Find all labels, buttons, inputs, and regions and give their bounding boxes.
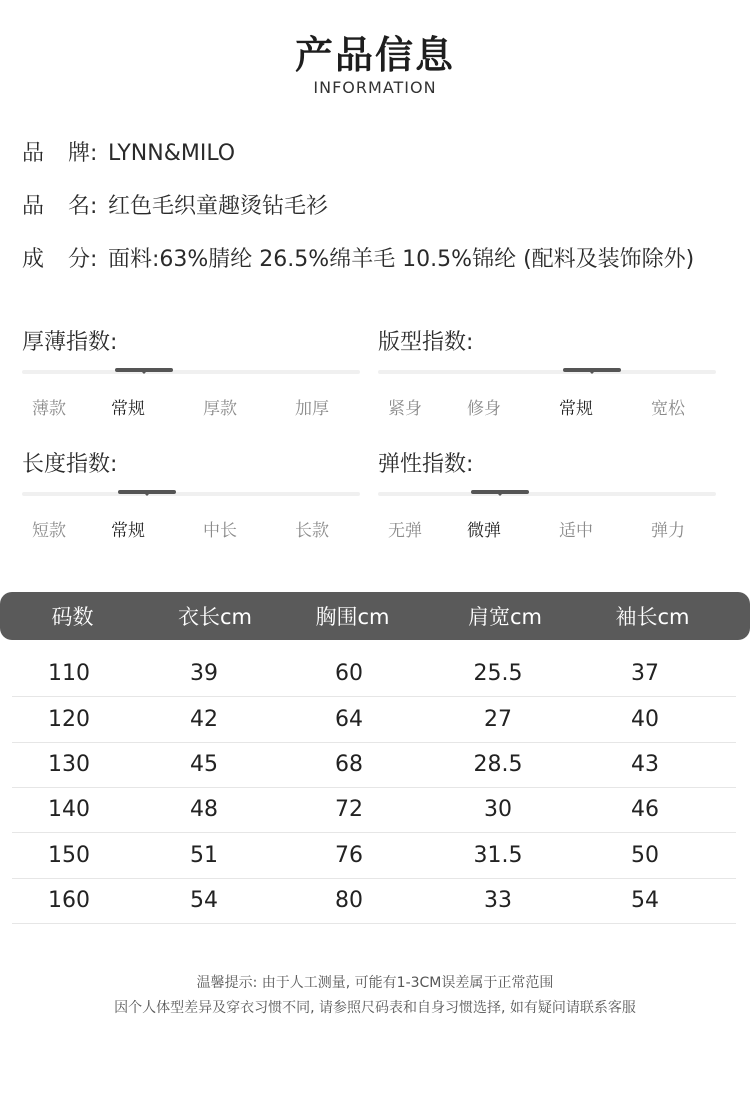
column-header: 袖长cm — [615, 605, 690, 629]
tip-note-line-1: 温馨提示: 由于人工测量, 可能有1-3CM误差属于正常范围 — [196, 975, 554, 991]
table-cell: 28.5 — [473, 752, 523, 777]
info-row-name — [22, 189, 328, 220]
table-cell: 45 — [190, 752, 218, 777]
info-value-name: 红色毛织童趣烫钻毛衫 — [108, 194, 329, 219]
tip-note-line-2: 因个人体型差异及穿衣习惯不同, 请参照尺码表和自身习惯选择, 如有疑问请联系客服 — [114, 1000, 636, 1016]
index-length — [22, 450, 360, 541]
index-option-selected: 常规 — [559, 399, 593, 419]
table-cell: 25.5 — [473, 661, 523, 686]
index-title: 版型指数: — [378, 330, 474, 355]
table-cell: 68 — [335, 752, 363, 777]
index-option: 无弹 — [388, 521, 422, 541]
table-cell: 51 — [190, 843, 218, 868]
table-row — [12, 787, 736, 833]
table-cell: 37 — [631, 661, 659, 686]
index-marker — [471, 490, 529, 494]
table-row — [12, 651, 736, 697]
table-cell: 33 — [484, 888, 512, 913]
index-option: 中长 — [203, 521, 237, 541]
table-cell: 130 — [48, 752, 90, 777]
index-option: 加厚 — [295, 399, 329, 419]
size-table-header — [0, 592, 750, 640]
index-thickness — [22, 328, 360, 419]
table-cell: 120 — [48, 707, 90, 732]
info-key-char: 牌: — [68, 141, 98, 166]
table-cell: 43 — [631, 752, 659, 777]
table-cell: 64 — [335, 707, 363, 732]
table-cell: 31.5 — [473, 843, 523, 868]
table-cell: 72 — [335, 797, 363, 822]
column-header: 码数 — [51, 605, 94, 629]
index-option: 长款 — [295, 521, 329, 541]
info-key-char: 分: — [68, 247, 98, 272]
column-header: 衣长cm — [177, 605, 252, 629]
table-cell: 30 — [484, 797, 512, 822]
table-cell: 60 — [335, 661, 363, 686]
table-cell: 150 — [48, 843, 90, 868]
table-cell: 54 — [631, 888, 659, 913]
table-row — [12, 833, 736, 879]
table-row — [12, 697, 736, 743]
table-cell: 76 — [335, 843, 363, 868]
index-option-selected: 常规 — [111, 521, 145, 541]
index-track — [22, 492, 360, 496]
table-row — [12, 742, 736, 788]
index-title: 厚薄指数: — [22, 330, 118, 355]
index-option: 薄款 — [32, 399, 66, 419]
info-row-brand — [22, 136, 235, 167]
table-cell: 48 — [190, 797, 218, 822]
info-value-brand: LYNN&MILO — [108, 141, 236, 166]
index-track — [378, 370, 716, 374]
index-option: 短款 — [32, 521, 66, 541]
column-header: 肩宽cm — [467, 605, 542, 629]
index-option-selected: 常规 — [111, 399, 145, 419]
index-option: 紧身 — [388, 399, 422, 419]
table-cell: 80 — [335, 888, 363, 913]
table-cell: 140 — [48, 797, 90, 822]
index-title: 长度指数: — [22, 452, 118, 477]
info-key-char: 成 — [22, 247, 45, 272]
index-option: 宽松 — [651, 399, 685, 419]
page-subtitle: INFORMATION — [313, 78, 437, 97]
index-fit — [378, 328, 716, 419]
info-value-material: 面料:63%腈纶 26.5%绵羊毛 10.5%锦纶 (配料及装饰除外) — [108, 247, 695, 272]
index-option-selected: 微弹 — [467, 521, 501, 541]
table-cell: 50 — [631, 843, 659, 868]
table-cell: 27 — [484, 707, 512, 732]
index-track — [378, 492, 716, 496]
table-cell: 39 — [190, 661, 218, 686]
index-marker — [115, 368, 173, 372]
index-option: 厚款 — [203, 399, 237, 419]
table-cell: 42 — [190, 707, 218, 732]
table-cell: 40 — [631, 707, 659, 732]
index-option: 适中 — [559, 521, 593, 541]
info-key-char: 品 — [22, 194, 45, 219]
table-row — [12, 878, 736, 924]
index-title: 弹性指数: — [378, 452, 474, 477]
index-marker — [563, 368, 621, 372]
column-header: 胸围cm — [315, 605, 390, 629]
index-option: 修身 — [467, 399, 501, 419]
table-cell: 46 — [631, 797, 659, 822]
index-marker — [118, 490, 176, 494]
table-cell: 110 — [48, 661, 90, 686]
index-option: 弹力 — [651, 521, 685, 541]
index-elasticity — [378, 450, 716, 541]
table-cell: 54 — [190, 888, 218, 913]
index-track — [22, 370, 360, 374]
info-key-char: 名: — [68, 194, 98, 219]
page-title: 产品信息 — [294, 33, 455, 77]
info-key-char: 品 — [22, 141, 45, 166]
table-cell: 160 — [48, 888, 90, 913]
info-row-material — [22, 242, 694, 273]
